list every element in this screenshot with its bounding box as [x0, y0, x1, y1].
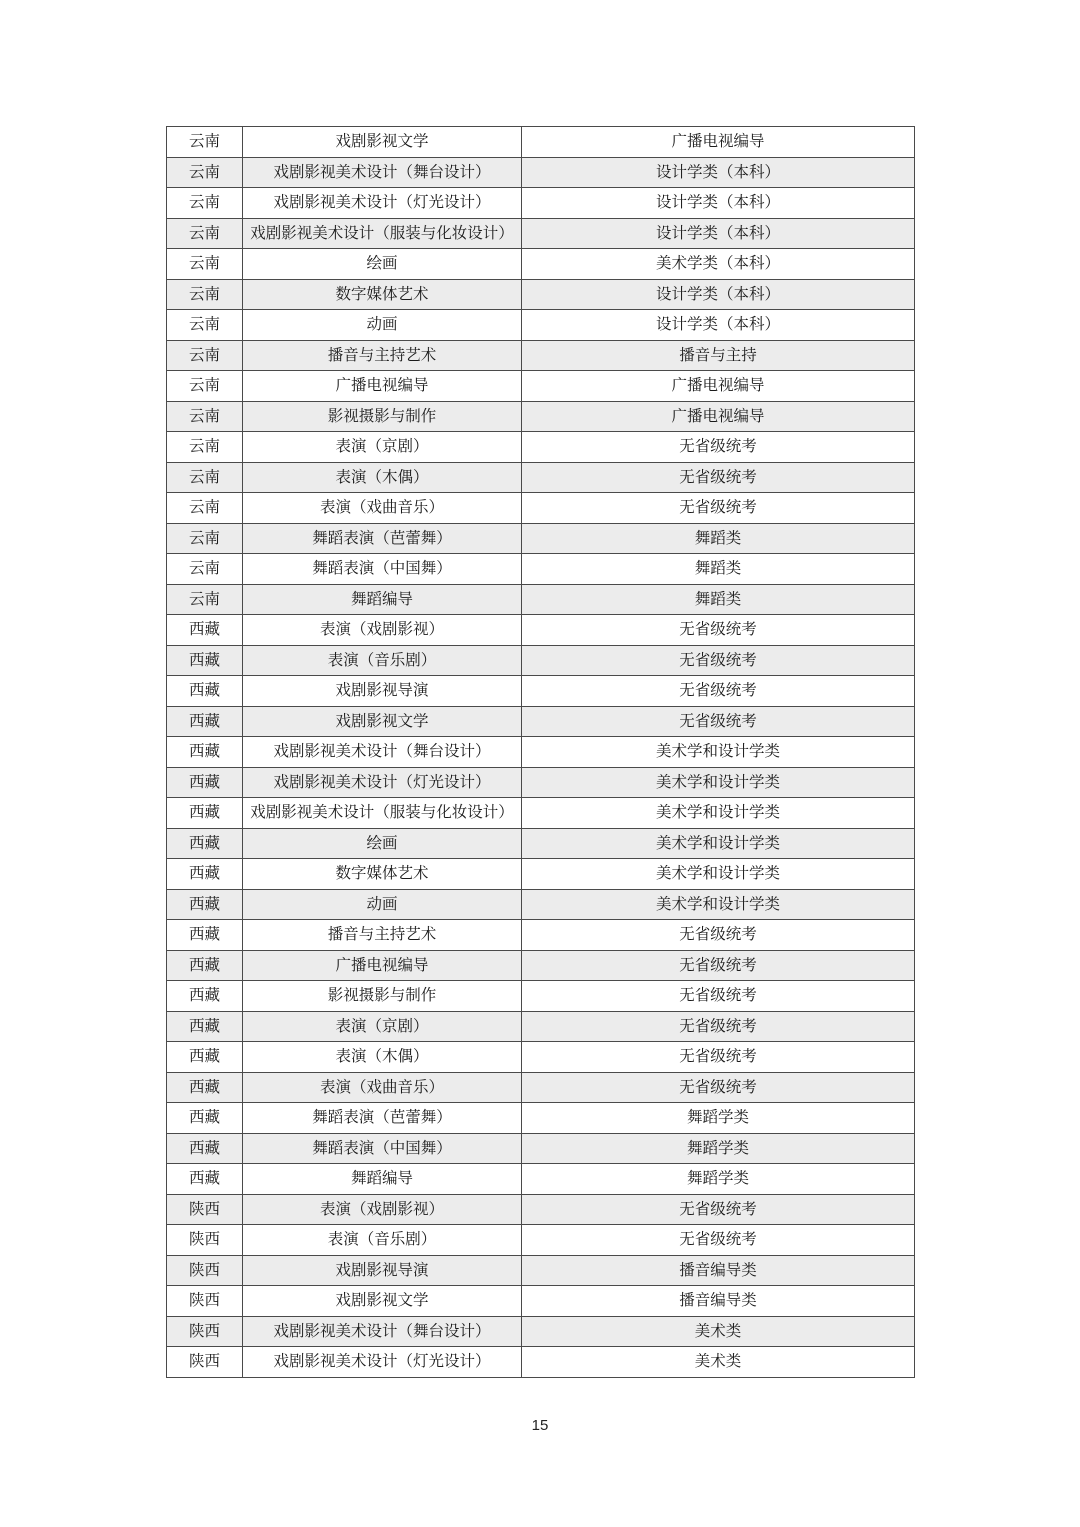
major-cell: 戏剧影视美术设计（舞台设计）: [243, 157, 522, 188]
exam-category-cell: 设计学类（本科）: [522, 279, 915, 310]
major-cell: 戏剧影视导演: [243, 676, 522, 707]
province-cell: 西藏: [167, 981, 243, 1012]
table-row: [167, 889, 915, 920]
exam-category-cell: 美术学和设计学类: [522, 859, 915, 890]
table-row: [167, 218, 915, 249]
table-body: [167, 127, 915, 1378]
exam-category-cell: 广播电视编导: [522, 127, 915, 158]
exam-category-cell: 美术学和设计学类: [522, 767, 915, 798]
exam-category-cell: 设计学类（本科）: [522, 157, 915, 188]
exam-category-cell: 美术类: [522, 1347, 915, 1378]
province-cell: 西藏: [167, 828, 243, 859]
table-row: [167, 950, 915, 981]
province-cell: 云南: [167, 493, 243, 524]
major-cell: 影视摄影与制作: [243, 981, 522, 1012]
province-cell: 西藏: [167, 1042, 243, 1073]
major-cell: 舞蹈编导: [243, 1164, 522, 1195]
exam-category-cell: 无省级统考: [522, 462, 915, 493]
province-cell: 云南: [167, 157, 243, 188]
province-cell: 云南: [167, 310, 243, 341]
province-cell: 西藏: [167, 737, 243, 768]
major-cell: 表演（木偶）: [243, 462, 522, 493]
major-cell: 戏剧影视文学: [243, 127, 522, 158]
table-row: [167, 798, 915, 829]
major-cell: 舞蹈表演（芭蕾舞）: [243, 523, 522, 554]
major-cell: 戏剧影视美术设计（服装与化妆设计）: [243, 798, 522, 829]
exam-category-cell: 舞蹈学类: [522, 1133, 915, 1164]
exam-category-cell: 广播电视编导: [522, 371, 915, 402]
province-cell: 陕西: [167, 1316, 243, 1347]
province-cell: 西藏: [167, 676, 243, 707]
major-cell: 舞蹈表演（中国舞）: [243, 554, 522, 585]
major-cell: 戏剧影视导演: [243, 1255, 522, 1286]
table-row: [167, 493, 915, 524]
major-cell: 动画: [243, 310, 522, 341]
major-cell: 戏剧影视文学: [243, 1286, 522, 1317]
exam-category-cell: 美术学和设计学类: [522, 889, 915, 920]
table-row: [167, 1011, 915, 1042]
table-row: [167, 1103, 915, 1134]
table-row: [167, 279, 915, 310]
province-cell: 云南: [167, 523, 243, 554]
table-row: [167, 1255, 915, 1286]
province-cell: 云南: [167, 432, 243, 463]
province-cell: 西藏: [167, 1011, 243, 1042]
exam-category-cell: 无省级统考: [522, 645, 915, 676]
major-cell: 表演（木偶）: [243, 1042, 522, 1073]
province-cell: 西藏: [167, 1133, 243, 1164]
table-row: [167, 615, 915, 646]
exam-category-cell: 无省级统考: [522, 1225, 915, 1256]
table-row: [167, 645, 915, 676]
exam-category-cell: 无省级统考: [522, 1194, 915, 1225]
exam-category-cell: 舞蹈类: [522, 584, 915, 615]
exam-category-cell: 无省级统考: [522, 1042, 915, 1073]
province-cell: 西藏: [167, 798, 243, 829]
major-cell: 绘画: [243, 249, 522, 280]
province-cell: 云南: [167, 462, 243, 493]
table-row: [167, 127, 915, 158]
major-cell: 表演（戏剧影视）: [243, 1194, 522, 1225]
table-row: [167, 706, 915, 737]
table-row: [167, 523, 915, 554]
province-cell: 云南: [167, 218, 243, 249]
table-row: [167, 1042, 915, 1073]
major-cell: 表演（戏剧影视）: [243, 615, 522, 646]
exam-category-cell: 美术类: [522, 1316, 915, 1347]
major-cell: 表演（戏曲音乐）: [243, 493, 522, 524]
exam-category-cell: 无省级统考: [522, 1011, 915, 1042]
table-row: [167, 584, 915, 615]
exam-category-cell: 舞蹈类: [522, 523, 915, 554]
province-cell: 云南: [167, 371, 243, 402]
province-cell: 陕西: [167, 1286, 243, 1317]
major-cell: 戏剧影视美术设计（灯光设计）: [243, 1347, 522, 1378]
major-cell: 影视摄影与制作: [243, 401, 522, 432]
major-cell: 数字媒体艺术: [243, 279, 522, 310]
major-cell: 表演（音乐剧）: [243, 645, 522, 676]
exam-category-cell: 无省级统考: [522, 432, 915, 463]
exam-category-cell: 美术学和设计学类: [522, 828, 915, 859]
table-row: [167, 1072, 915, 1103]
table-row: [167, 1347, 915, 1378]
major-cell: 广播电视编导: [243, 371, 522, 402]
table-row: [167, 859, 915, 890]
exam-category-cell: 播音编导类: [522, 1255, 915, 1286]
exam-category-cell: 美术学和设计学类: [522, 798, 915, 829]
province-cell: 云南: [167, 249, 243, 280]
province-cell: 陕西: [167, 1255, 243, 1286]
table-row: [167, 371, 915, 402]
exam-category-cell: 美术学类（本科）: [522, 249, 915, 280]
major-cell: 动画: [243, 889, 522, 920]
exam-category-cell: 无省级统考: [522, 981, 915, 1012]
table-row: [167, 737, 915, 768]
major-cell: 舞蹈编导: [243, 584, 522, 615]
major-cell: 数字媒体艺术: [243, 859, 522, 890]
major-cell: 表演（戏曲音乐）: [243, 1072, 522, 1103]
exam-category-cell: 无省级统考: [522, 493, 915, 524]
exam-category-cell: 设计学类（本科）: [522, 188, 915, 219]
province-cell: 西藏: [167, 645, 243, 676]
province-cell: 陕西: [167, 1225, 243, 1256]
major-exam-table: [166, 126, 915, 1378]
table-row: [167, 554, 915, 585]
table-row: [167, 462, 915, 493]
exam-category-cell: 舞蹈学类: [522, 1164, 915, 1195]
exam-category-cell: 设计学类（本科）: [522, 310, 915, 341]
major-cell: 戏剧影视美术设计（灯光设计）: [243, 188, 522, 219]
table-row: [167, 1225, 915, 1256]
major-cell: 戏剧影视文学: [243, 706, 522, 737]
exam-category-cell: 设计学类（本科）: [522, 218, 915, 249]
province-cell: 云南: [167, 279, 243, 310]
exam-category-cell: 无省级统考: [522, 920, 915, 951]
major-cell: 绘画: [243, 828, 522, 859]
province-cell: 西藏: [167, 950, 243, 981]
province-cell: 西藏: [167, 920, 243, 951]
table-row: [167, 1286, 915, 1317]
major-cell: 表演（京剧）: [243, 1011, 522, 1042]
exam-category-cell: 播音编导类: [522, 1286, 915, 1317]
major-cell: 表演（音乐剧）: [243, 1225, 522, 1256]
table-row: [167, 767, 915, 798]
table-row: [167, 676, 915, 707]
table-row: [167, 249, 915, 280]
major-cell: 戏剧影视美术设计（舞台设计）: [243, 737, 522, 768]
table-row: [167, 1316, 915, 1347]
exam-category-cell: 播音与主持: [522, 340, 915, 371]
major-cell: 播音与主持艺术: [243, 920, 522, 951]
province-cell: 云南: [167, 554, 243, 585]
major-cell: 舞蹈表演（中国舞）: [243, 1133, 522, 1164]
table-row: [167, 981, 915, 1012]
exam-category-cell: 无省级统考: [522, 676, 915, 707]
province-cell: 西藏: [167, 767, 243, 798]
province-cell: 云南: [167, 188, 243, 219]
major-cell: 戏剧影视美术设计（服装与化妆设计）: [243, 218, 522, 249]
page-number: 15: [531, 1417, 549, 1434]
exam-category-cell: 舞蹈类: [522, 554, 915, 585]
table-row: [167, 401, 915, 432]
table-row: [167, 310, 915, 341]
province-cell: 西藏: [167, 615, 243, 646]
major-cell: 舞蹈表演（芭蕾舞）: [243, 1103, 522, 1134]
province-cell: 西藏: [167, 859, 243, 890]
province-cell: 云南: [167, 584, 243, 615]
province-cell: 西藏: [167, 889, 243, 920]
exam-category-cell: 美术学和设计学类: [522, 737, 915, 768]
exam-category-cell: 无省级统考: [522, 950, 915, 981]
table-row: [167, 920, 915, 951]
province-cell: 西藏: [167, 1164, 243, 1195]
major-cell: 戏剧影视美术设计（灯光设计）: [243, 767, 522, 798]
province-cell: 陕西: [167, 1194, 243, 1225]
province-cell: 西藏: [167, 706, 243, 737]
province-cell: 西藏: [167, 1072, 243, 1103]
major-cell: 表演（京剧）: [243, 432, 522, 463]
major-cell: 戏剧影视美术设计（舞台设计）: [243, 1316, 522, 1347]
province-cell: 西藏: [167, 1103, 243, 1134]
province-cell: 云南: [167, 127, 243, 158]
exam-category-cell: 广播电视编导: [522, 401, 915, 432]
exam-category-cell: 舞蹈学类: [522, 1103, 915, 1134]
province-cell: 陕西: [167, 1347, 243, 1378]
major-cell: 广播电视编导: [243, 950, 522, 981]
table-row: [167, 188, 915, 219]
table-row: [167, 432, 915, 463]
table-row: [167, 157, 915, 188]
exam-category-cell: 无省级统考: [522, 1072, 915, 1103]
major-cell: 播音与主持艺术: [243, 340, 522, 371]
table-row: [167, 1164, 915, 1195]
table-row: [167, 340, 915, 371]
exam-category-cell: 无省级统考: [522, 615, 915, 646]
table-row: [167, 828, 915, 859]
table-row: [167, 1133, 915, 1164]
province-cell: 云南: [167, 340, 243, 371]
table-row: [167, 1194, 915, 1225]
province-cell: 云南: [167, 401, 243, 432]
exam-category-cell: 无省级统考: [522, 706, 915, 737]
